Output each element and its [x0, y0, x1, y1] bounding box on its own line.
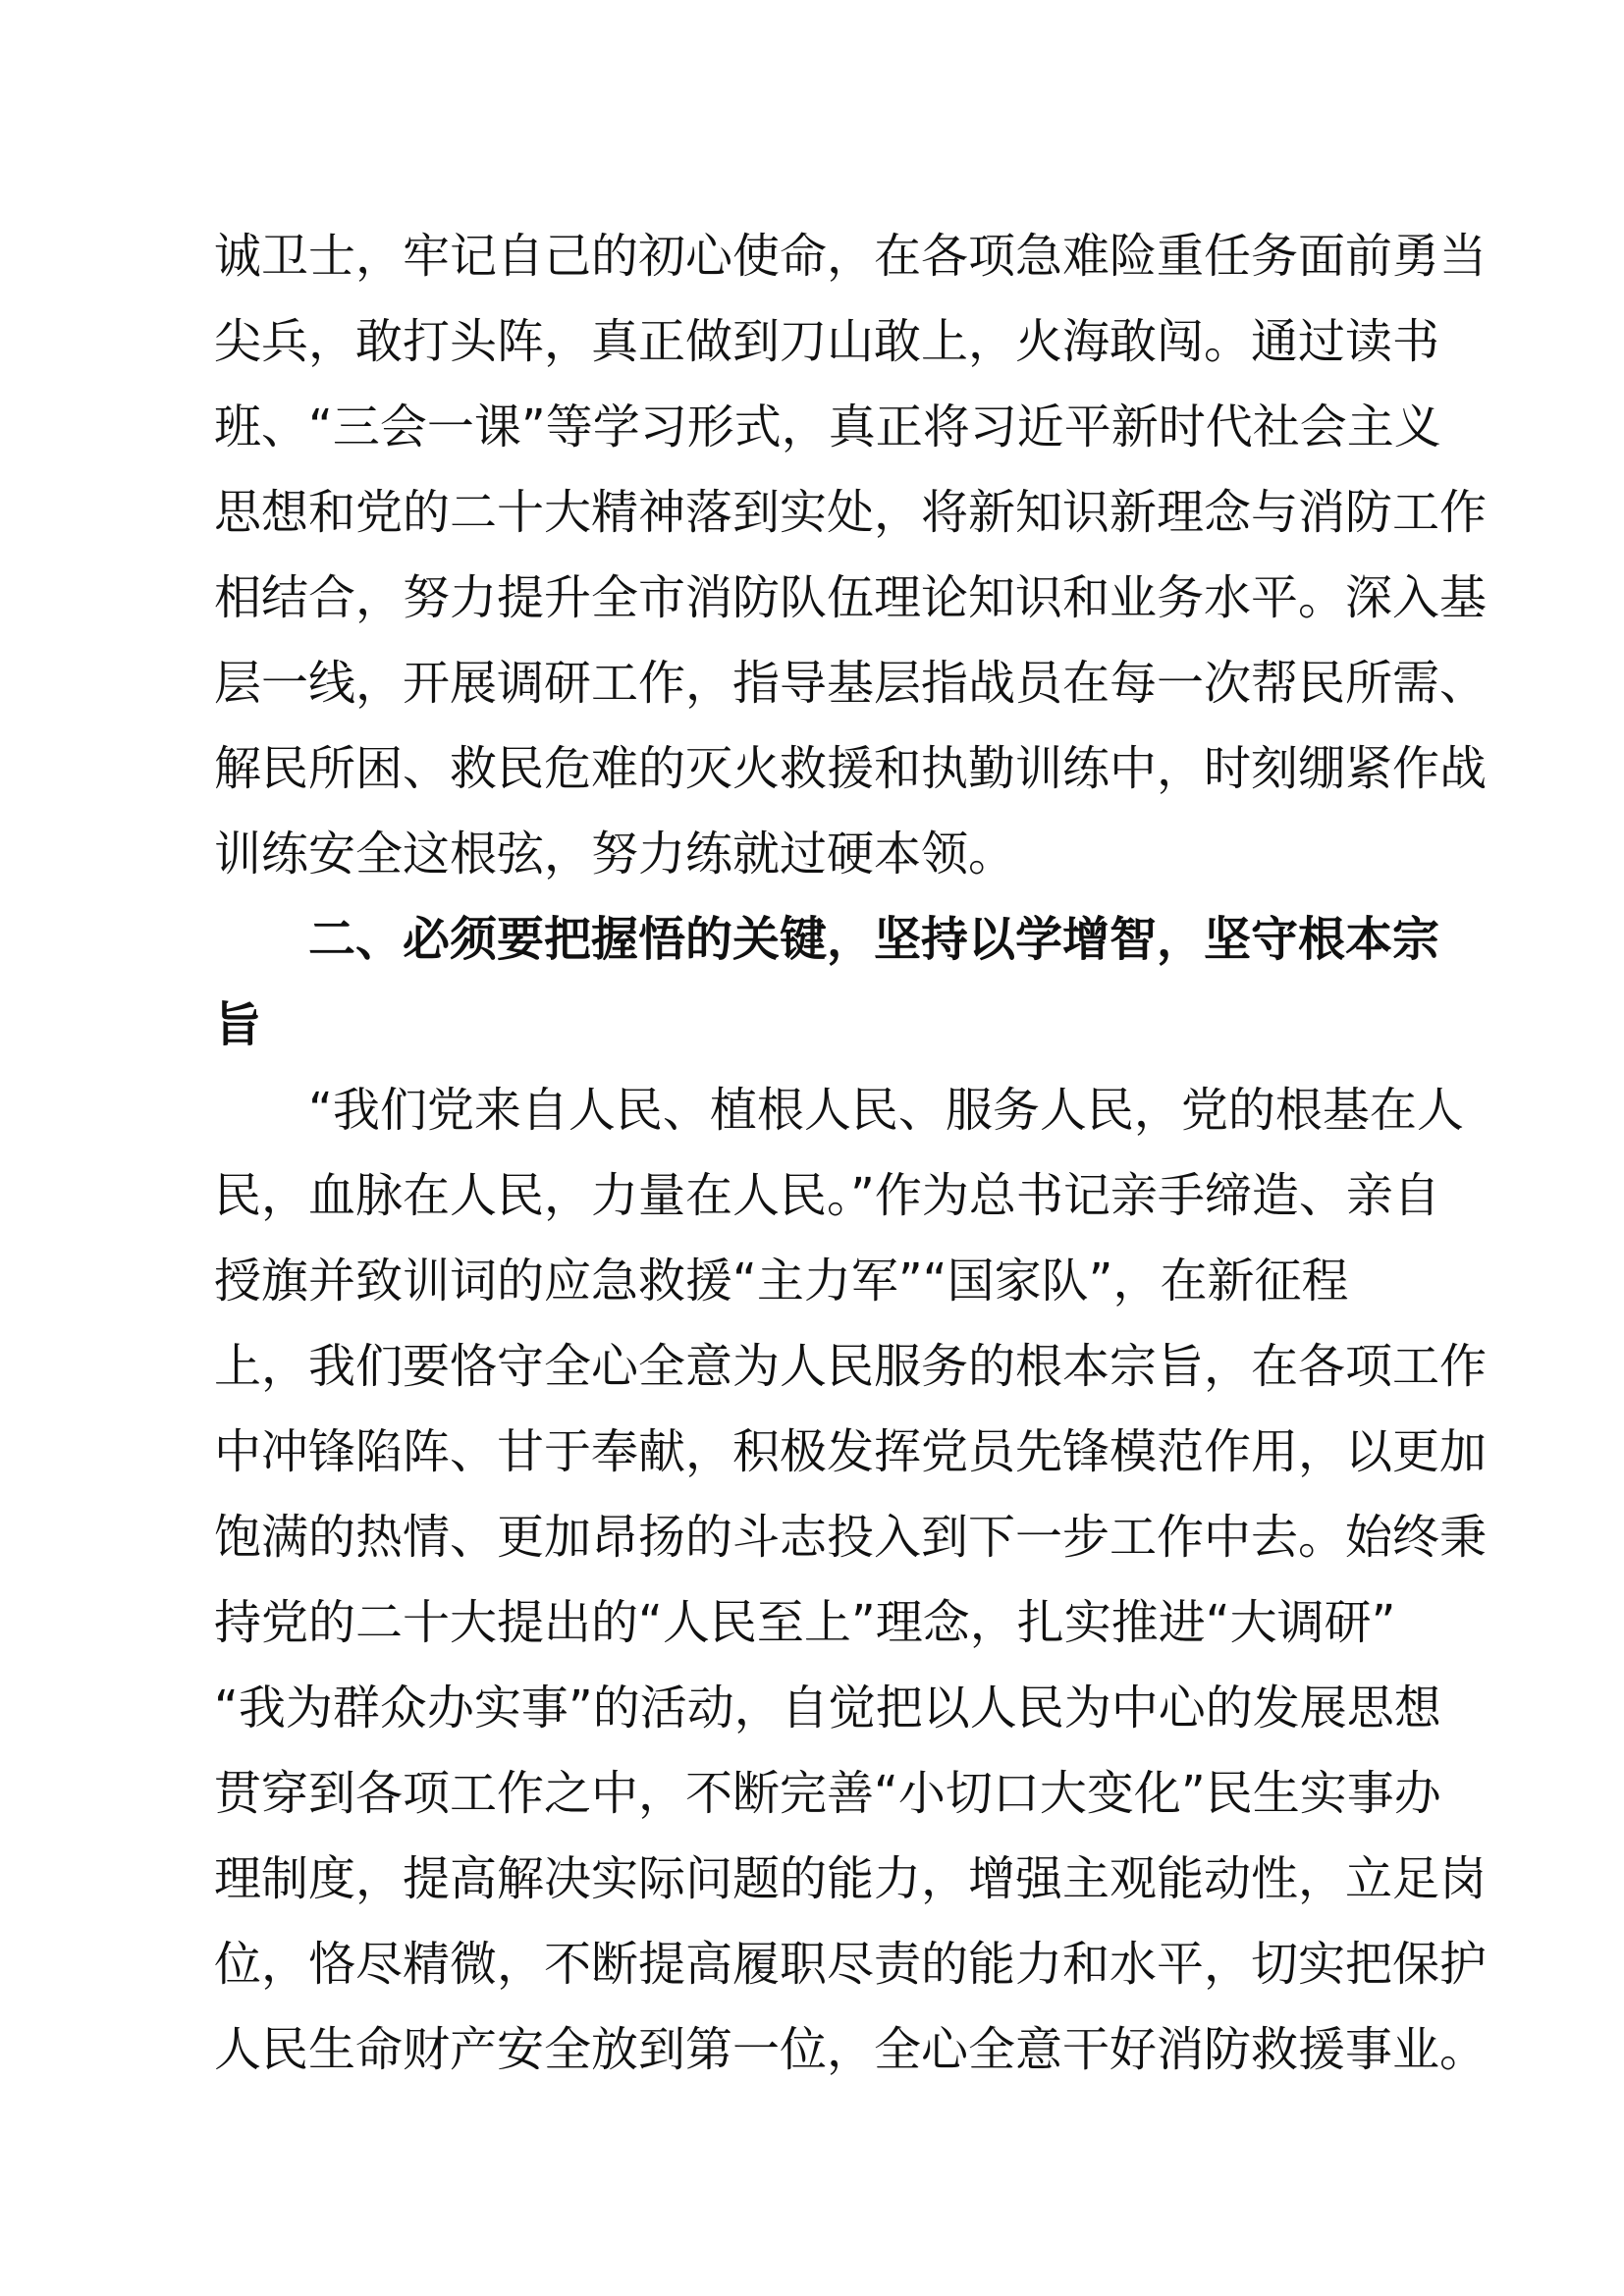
paragraph-line: 授旗并致训词的应急救援“主力军”“国家队”，在新征程	[214, 1254, 1349, 1308]
paragraph-line: 思想和党的二十大精神落到实处，将新知识新理念与消防工作	[214, 485, 1488, 540]
paragraph-line: 位，恪尽精微，不断提高履职尽责的能力和水平，切实把保护	[214, 1937, 1488, 1992]
paragraph-2	[214, 1068, 1488, 2093]
paragraph-line: “我们党来自人民、植根人民、服务人民，党的根基在人	[308, 1083, 1464, 1138]
paragraph-line: 持党的二十大提出的“人民至上”理念，扎实推进“大调研”	[214, 1595, 1396, 1650]
paragraph-1	[214, 214, 1488, 897]
paragraph-line: 尖兵，敢打头阵，真正做到刀山敢上，火海敢闯。通过读书	[214, 314, 1440, 369]
paragraph-line: 理制度，提高解决实际问题的能力，增强主观能动性，立足岗	[214, 1851, 1488, 1906]
paragraph-line: 训练安全这根弦，努力练就过硬本领。	[214, 827, 1016, 881]
paragraph-line: 贯穿到各项工作之中，不断完善“小切口大变化”民生实事办	[214, 1766, 1441, 1821]
section-heading	[214, 897, 1440, 1068]
paragraph-line: 中冲锋陷阵、甘于奉献，积极发挥党员先锋模范作用，以更加	[214, 1424, 1488, 1479]
paragraph-line: 班、“三会一课”等学习形式，真正将习近平新时代社会主义	[214, 400, 1441, 454]
paragraph-line: 民，血脉在人民，力量在人民。”作为总书记亲手缔造、亲自	[214, 1168, 1440, 1223]
paragraph-line: 相结合，努力提升全市消防队伍理论知识和业务水平。深入基	[214, 570, 1488, 625]
paragraph-line: 人民生命财产安全放到第一位，全心全意干好消防救援事业。	[214, 2022, 1488, 2077]
heading-line: 旨	[214, 997, 262, 1052]
document-body	[214, 214, 1488, 2093]
paragraph-line: “我为群众办实事”的活动，自觉把以人民为中心的发展思想	[214, 1681, 1441, 1735]
paragraph-line: 层一线，开展调研工作，指导基层指战员在每一次帮民所需、	[214, 656, 1488, 711]
paragraph-line: 饱满的热情、更加昂扬的斗志投入到下一步工作中去。始终秉	[214, 1510, 1488, 1565]
paragraph-line: 解民所困、救民危难的灭火救援和执勤训练中，时刻绷紧作战	[214, 741, 1488, 796]
paragraph-line: 诚卫士，牢记自己的初心使命，在各项急难险重任务面前勇当	[214, 229, 1488, 284]
heading-line: 二、必须要把握悟的关键，坚持以学增智，坚守根本宗	[308, 912, 1440, 967]
paragraph-line: 上，我们要恪守全心全意为人民服务的根本宗旨，在各项工作	[214, 1339, 1488, 1394]
